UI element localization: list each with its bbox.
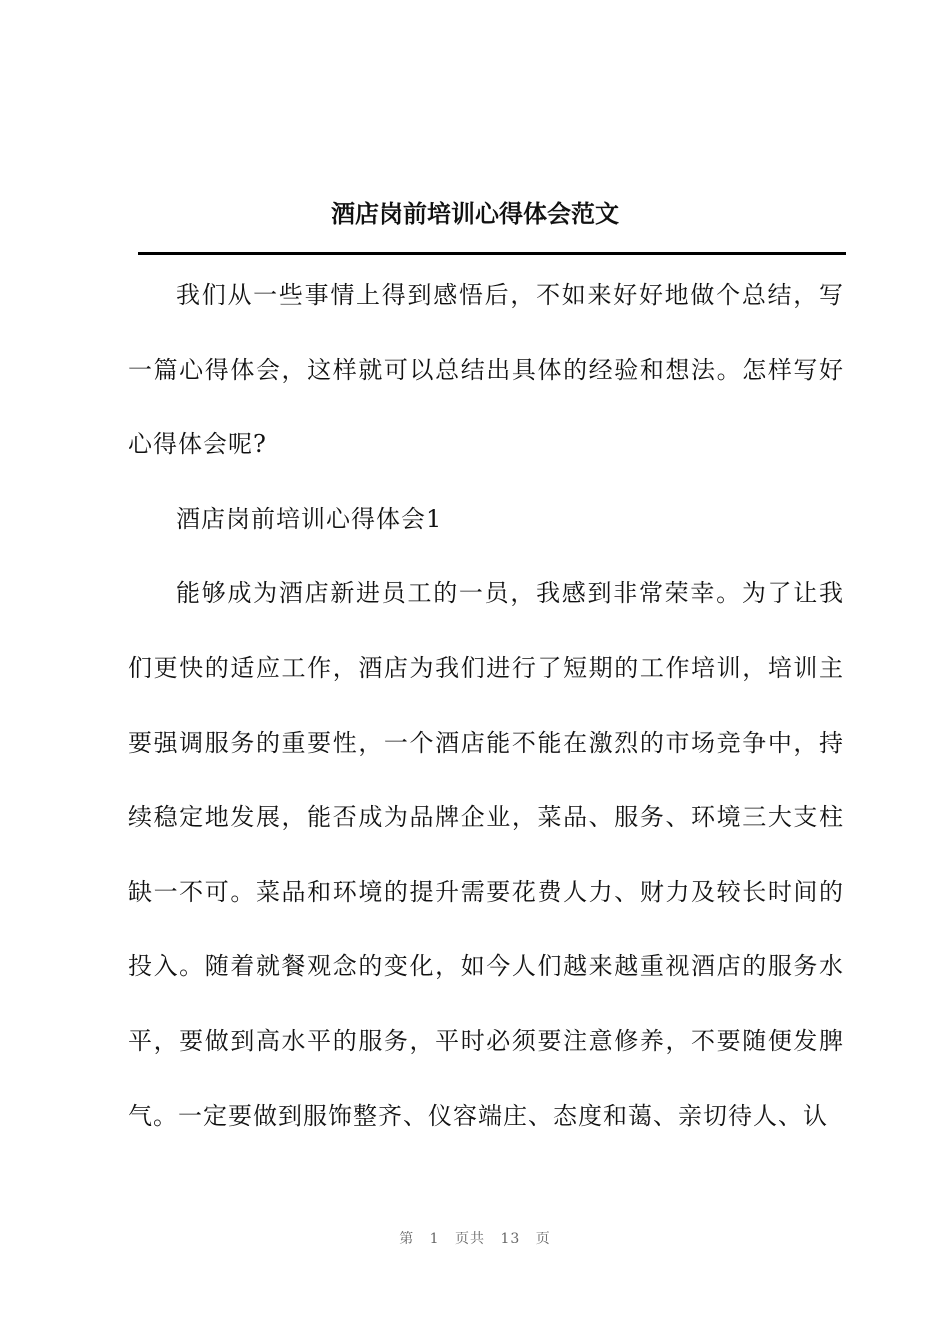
footer-current-page: 1 <box>429 1231 440 1247</box>
footer-prefix: 第 <box>399 1231 415 1247</box>
footer-middle: 页共 <box>455 1231 486 1247</box>
page-footer <box>0 1228 950 1248</box>
footer-suffix: 页 <box>535 1231 551 1247</box>
intro-paragraph: 我们从一些事情上得到感悟后，不如来好好地做个总结，写一篇心得体会，这样就可以总结出具体的经验和想法。怎样写好心得体会呢? <box>128 281 844 459</box>
document-body <box>128 258 844 1153</box>
footer-total-pages: 13 <box>500 1231 521 1247</box>
body-paragraph: 能够成为酒店新进员工的一员，我感到非常荣幸。为了让我们更快的适应工作，酒店为我们进行了短期的工作培训，培训主要强调服务的重要性，一个酒店能不能在激烈的市场竞争中，持续稳定地发展，能否成为品牌企业，菜品、服务、环境三大支柱缺一不可。菜品和环境的提升需要花费人力、财力及较长时间的投入。随着就餐观念的变化，如今人们越来越重视酒店的服务水平，要做到高水平的服务，平时必须要注意修养，不要随便发脾气。一定要做到服饰整齐、仪容端庄、态度和蔼、亲切待人、认 <box>128 579 844 1130</box>
section-heading: 酒店岗前培训心得体会1 <box>176 504 443 533</box>
document-title: 酒店岗前培训心得体会范文 <box>331 199 619 228</box>
title-underline-rule <box>138 252 846 255</box>
